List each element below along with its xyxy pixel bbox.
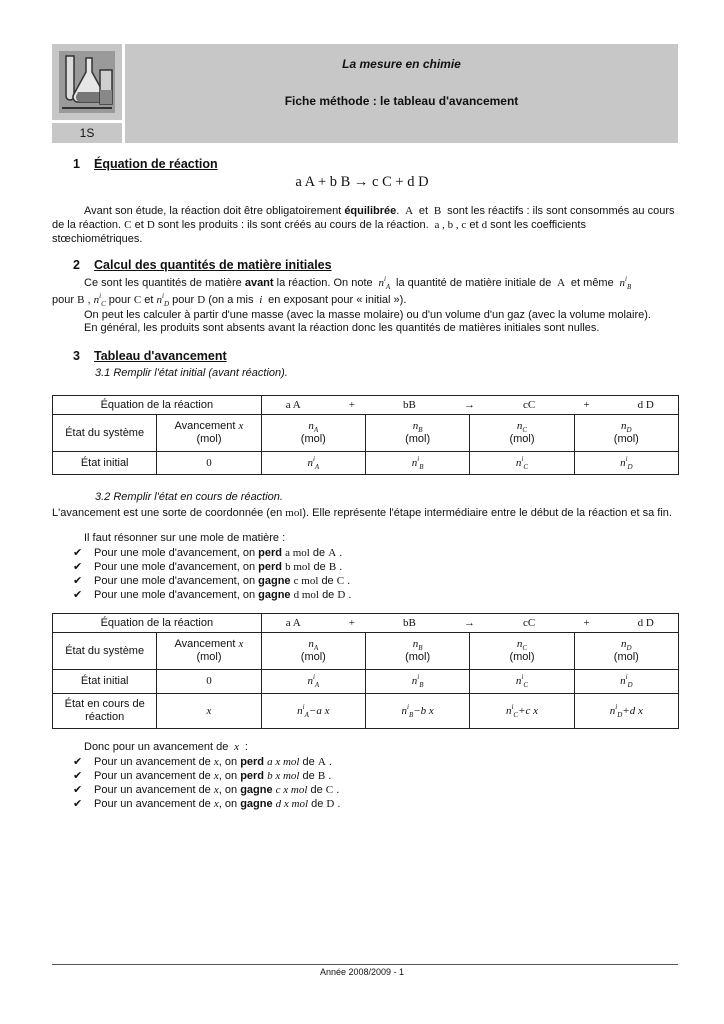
check-icon: ✔ [73,561,83,573]
list-item: ✔ Pour un avancement de x, on gagne c x mol de C . [73,784,340,796]
list-item: ✔ Pour une mole d'avancement, on perd a mol de A . [73,547,343,559]
state-label: État du système [53,415,157,452]
table-row [53,396,679,415]
lab-glassware-icon [58,50,116,114]
encours-nD: $n^i_D+d$ x [574,694,678,729]
section-1-paragraph: Avant son étude, la réaction doit être obligatoirement équilibrée. A et B sont les réactifs : ils sont consommés au cours de la réaction. C et D sont les produits : ils sont créés au cours de la réaction. a , b , c et d sont les coefficients stœchiométriques. [52,205,675,245]
subsection-3-2: 3.2 Remplir l'état en cours de réaction. [95,491,283,503]
equation-cell: a A + bB → cC + d D [261,614,678,633]
section-2-line-4: En général, les produits sont absents avant la réaction donc les quantités de matières initiales sont nulles. [84,322,600,334]
nD-header: $n_D$ (mol) [574,415,678,452]
check-icon: ✔ [73,770,83,782]
table-row [53,633,679,670]
subsection-3-1: 3.1 Remplir l'état initial (avant réaction). [95,367,288,379]
section-3-heading: 3 Tableau d'avancement [73,349,227,363]
equation-label: Équation de la réaction [53,614,262,633]
section-1-heading: 1 Équation de réaction [73,157,218,171]
list-item: ✔ Pour un avancement de x, on perd b x mol de B . [73,770,332,782]
level-badge: 1S [52,123,122,143]
initial-nA: $n^i_A$ [261,670,365,694]
check-icon: ✔ [73,756,83,768]
table-running-state [52,613,679,729]
table-row [53,614,679,633]
nA-header: $n_A$ (mol) [261,633,365,670]
table-initial-state [52,395,679,475]
encours-nC: $n^i_C+c$ x [470,694,574,729]
page-footer: Année 2008/2009 - 1 [319,967,405,977]
initial-nB: $n^i_B$ [365,670,469,694]
encours-nB: $n^i_B-b$ x [365,694,469,729]
section-2-line-1: Ce sont les quantités de matière avant la réaction. On note $n^i_A$ la quantité de matière initiale de A et même $n^i_B$ [84,275,632,291]
initial-nD: $n^i_D$ [574,452,678,475]
avancement-header: Avancement x (mol) [157,415,261,452]
list-item: ✔ Pour une mole d'avancement, on gagne d mol de D . [73,589,352,601]
nB-header: $n_B$ (mol) [365,633,469,670]
section-3-intro: Il faut résonner sur une mole de matière : [84,532,286,544]
initial-x: 0 [157,452,261,475]
table-row [53,415,679,452]
initial-label: État initial [53,452,157,475]
list-item: ✔ Pour une mole d'avancement, on gagne c mol de C . [73,575,351,587]
list-item: ✔ Pour une mole d'avancement, on perd b mol de B . [73,561,343,573]
table-row [53,452,679,475]
section-2-line-2: pour B , $n^i_C$ pour C et $n^i_D$ pour D (on a mis i en exposant pour « initial »). [52,292,407,308]
initial-nC: $n^i_C$ [470,452,574,475]
initial-nC: $n^i_C$ [470,670,574,694]
nA-header: $n_A$ (mol) [261,415,365,452]
state-label: État du système [53,633,157,670]
initial-nD: $n^i_D$ [574,670,678,694]
check-icon: ✔ [73,784,83,796]
table-row [53,670,679,694]
equation-cell: a A + bB → cC + d D [261,396,678,415]
section-2-line-3: On peut les calculer à partir d'une masse (avec la masse molaire) ou d'un volume d'un gaz (avec la volume molaire). [84,309,651,321]
nC-header: $n_C$ (mol) [470,633,574,670]
equation-label: Équation de la réaction [53,396,262,415]
list-item: ✔ Pour un avancement de x, on gagne d x mol de D . [73,798,341,810]
check-icon: ✔ [73,575,83,587]
table-row [53,694,679,729]
nB-header: $n_B$ (mol) [365,415,469,452]
reaction-equation: a A + b B → c C + d D [295,174,429,190]
encours-nA: $n^i_A-a$ x [261,694,365,729]
list-item: ✔ Pour un avancement de x, on perd a x mol de A . [73,756,332,768]
initial-nA: $n^i_A$ [261,452,365,475]
footer-rule [52,964,678,965]
title-box [125,44,678,143]
avancement-header: Avancement x (mol) [157,633,261,670]
check-icon: ✔ [73,547,83,559]
nC-header: $n_C$ (mol) [470,415,574,452]
logo [52,44,122,120]
section-3-paragraph: L'avancement est une sorte de coordonnée (en mol). Elle représente l'étape intermédiaire entre le début de la réaction et sa fin. [52,507,672,519]
encours-x: x [157,694,261,729]
page-header [52,44,678,143]
page-subtitle: Fiche méthode : le tableau d'avancement [284,94,519,108]
donc-line: Donc pour un avancement de x : [84,741,248,753]
initial-x: 0 [157,670,261,694]
check-icon: ✔ [73,798,83,810]
encours-label: État en cours de réaction [53,694,157,729]
page-title: La mesure en chimie [342,57,461,71]
section-2-heading: 2 Calcul des quantités de matière initiales [73,258,332,272]
initial-nB: $n^i_B$ [365,452,469,475]
check-icon: ✔ [73,589,83,601]
nD-header: $n_D$ (mol) [574,633,678,670]
initial-label: État initial [53,670,157,694]
